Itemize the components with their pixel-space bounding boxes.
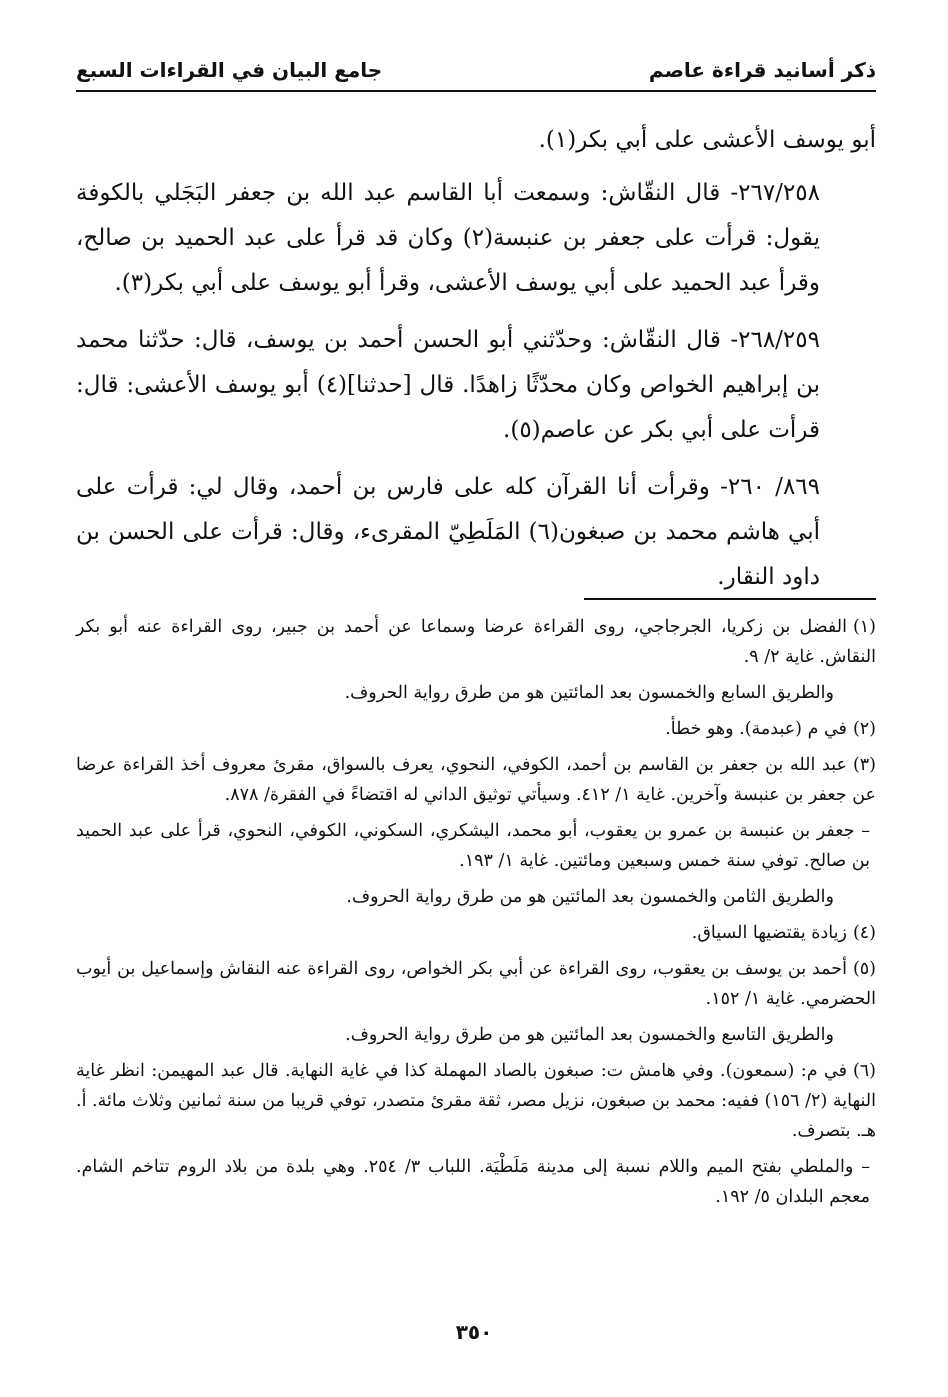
footnote-3-note: والطريق الثامن والخمسون بعد المائتين هو من طرق رواية الحروف.: [346, 887, 834, 907]
footnote-number: (٤): [852, 923, 876, 943]
footnote-text: عبد الله بن جعفر بن القاسم بن أحمد، الكوفي، النحوي، يعرف بالسواق، مقرئ معروف أخذ القراءة عرضا عن جعفر بن عنبسة وآخرين. غاية ١/ ٤١٢. وسيأتي توثيق الداني له اقتضاءً في الفقرة/ ٨٧٨.: [76, 755, 876, 805]
footnote-6-dash-note: – والملطي بفتح الميم واللام نسبة إلى مدينة مَلَطْيَة. اللباب ٣/ ٢٥٤. وهي بلدة من بلاد الروم تتاخم الشام. معجم البلدان ٥/ ١٩٢.: [76, 1157, 870, 1207]
running-header: [76, 58, 876, 92]
footnote-4: [76, 918, 876, 948]
footnote-3-dash-note: – جعفر بن عنبسة بن عمرو بن يعقوب، أبو محمد، اليشكري، السكوني، الكوفي، النحوي، قرأ على عبد الحميد بن صالح. توفي سنة خمس وسبعين ومائتين. غاية ١/ ١٩٣.: [76, 821, 870, 871]
footnote-number: (٥): [852, 959, 876, 979]
footnote-number: (٦): [852, 1061, 876, 1081]
footnote-separator: [584, 598, 876, 600]
footnotes: [76, 612, 876, 1218]
main-text: [76, 118, 876, 612]
footnote-text: في م: (سمعون). وفي هامش ت: صبغون بالصاد المهملة كذا في غاية النهاية. قال عبد المهيمن: انظر غاية النهاية (٢/ ١٥٦) ففيه: محمد بن صبغون، نزيل مصر، ثقة مقرئ متصدر، توفي قريبا من سنة ثمانين وثلاث مائة. أ. هـ. بتصرف.: [76, 1061, 876, 1141]
footnote-1-note: والطريق السابع والخمسون بعد المائتين هو من طرق رواية الحروف.: [344, 683, 834, 703]
footnote-text: الفضل بن زكريا، الجرجاجي، روى القراءة عرضا وسماعا عن أحمد بن جبير، روى القراءة عنه أبو بكر النقاش. غاية ٢/ ٩.: [76, 617, 876, 667]
footnote-text: في م (عبدمة). وهو خطأ.: [665, 719, 847, 739]
footnote-1: [76, 612, 876, 672]
paragraph-869: ٨٦٩/ ٢٦٠- وقرأت أنا القرآن كله على فارس بن أحمد، وقال لي: قرأت على أبي هاشم محمد بن صبغون(٦) المَلَطِيّ المقرىء، وقال: قرأت على الحسن بن داود النقار.: [76, 474, 820, 590]
footnote-number: (٣): [852, 755, 876, 775]
footnote-number: (١): [852, 617, 876, 637]
footnote-5-note: والطريق التاسع والخمسون بعد المائتين هو من طرق رواية الحروف.: [345, 1025, 834, 1045]
footnote-6: [76, 1056, 876, 1146]
footnote-number: (٢): [852, 719, 876, 739]
paragraph-268: ٢٦٨/٢٥٩- قال النقّاش: وحدّثني أبو الحسن أحمد بن يوسف، قال: حدّثنا محمد بن إبراهيم الخواص وكان محدّثًا زاهدًا. قال [حدثنا](٤) أبو يوسف الأعشى: قال: قرأت على أبي بكر عن عاصم(٥).: [76, 327, 820, 443]
footnote-2: [76, 714, 876, 744]
footnote-5: [76, 954, 876, 1014]
paragraph-267: ٢٦٧/٢٥٨- قال النقّاش: وسمعت أبا القاسم عبد الله بن جعفر البَجَلي بالكوفة يقول: قرأت على جعفر بن عنبسة(٢) وكان قد قرأ على عبد الحميد بن صالح، وقرأ عبد الحميد على أبي يوسف الأعشى، وقرأ أبو يوسف على أبي بكر(٣).: [76, 180, 820, 296]
footnote-3: [76, 750, 876, 810]
paragraph-continuation: أبو يوسف الأعشى على أبي بكر(١).: [538, 127, 876, 153]
footnote-text: أحمد بن يوسف بن يعقوب، روى القراءة عن أبي بكر الخواص، روى القراءة عنه النقاش وإسماعيل بن أيوب الحضرمي. غاية ١/ ١٥٢.: [76, 959, 876, 1009]
footnote-text: زيادة يقتضيها السياق.: [691, 923, 847, 943]
running-header-chapter-title: ذكر أسانيد قراءة عاصم: [648, 58, 876, 82]
page-number: ٣٥٠: [455, 1320, 493, 1344]
running-header-book-title: جامع البيان في القراءات السبع: [76, 58, 383, 82]
